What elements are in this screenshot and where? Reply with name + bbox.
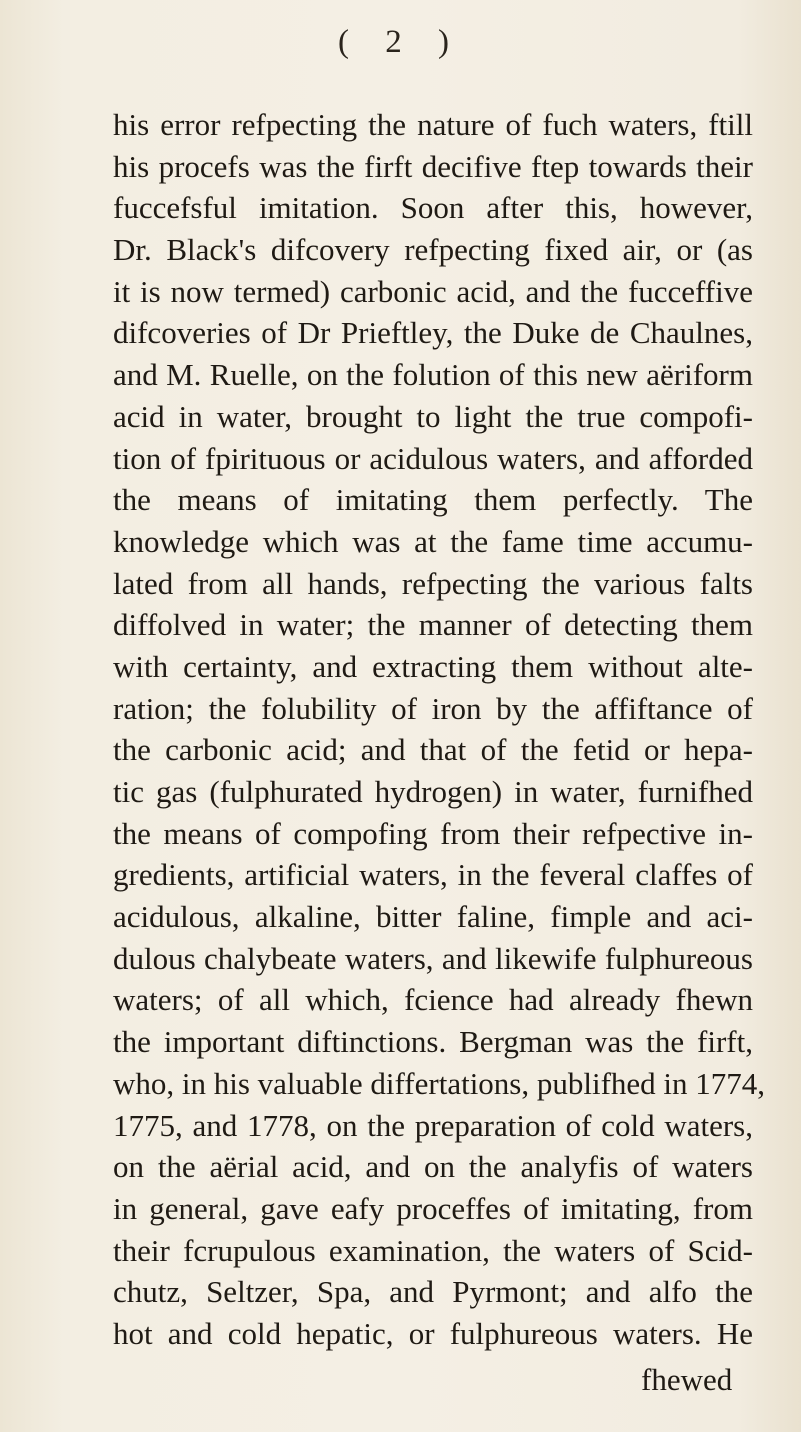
text-line: on the aërial acid, and on the analyfis of waters [113, 1149, 753, 1185]
text-line: the means of compofing from their refpective in- [113, 815, 753, 851]
text-line: tic gas (fulphurated hydrogen) in water, furnifhed [113, 774, 753, 809]
text-line: it is now termed) carbonic acid, and the fucceffive [113, 273, 753, 309]
text-line: knowledge which was at the fame time accumu- [113, 523, 753, 559]
text-line: with certainty, and extracting them without alte- [113, 648, 753, 684]
text-line: difcoveries of Dr Prieftley, the Duke de Chaulnes, [113, 315, 753, 351]
text-line: gredients, artificial waters, in the feveral claffes of [113, 857, 753, 893]
text-line: the important diftinctions. Bergman was the firft, [113, 1024, 753, 1060]
text-line: diffolved in water; the manner of detecting them [113, 607, 753, 643]
text-line: fuccefsful imitation. Soon after this, however, [113, 190, 753, 226]
text-line: dulous chalybeate waters, and likewife fulphureous [113, 940, 753, 976]
text-line: Dr. Black's difcovery refpecting fixed air, or (as [113, 232, 753, 268]
body-text [113, 104, 766, 1355]
text-line: hot and cold hepatic, or fulphureous waters. He [113, 1315, 753, 1351]
text-line: his error refpecting the nature of fuch waters, ftill [113, 107, 753, 142]
text-line: 1775, and 1778, on the preparation of cold waters, [113, 1107, 753, 1143]
catchword: fhewed [641, 1362, 733, 1397]
text-line: acidulous, alkaline, bitter faline, fimple and aci- [113, 899, 753, 935]
text-line: who, in his valuable differtations, publifhed in 1774, [113, 1065, 766, 1101]
text-line: the means of imitating them perfectly. The [113, 482, 753, 518]
text-line: his procefs was the firft decifive ftep towards their [113, 148, 753, 184]
page-number: ( 2 ) [338, 24, 463, 60]
text-line: chutz, Seltzer, Spa, and Pyrmont; and alfo the [113, 1274, 753, 1310]
text-line: and M. Ruelle, on the folution of this new aëriform [113, 357, 753, 393]
text-line: in general, gave eafy proceffes of imitating, from [113, 1190, 753, 1226]
text-line: ration; the folubility of iron by the affiftance of [113, 690, 753, 726]
text-line: lated from all hands, refpecting the various falts [113, 565, 753, 601]
text-line: tion of fpirituous or acidulous waters, and afforded [113, 440, 753, 476]
text-line: waters; of all which, fcience had already fhewn [113, 982, 753, 1018]
text-line: their fcrupulous examination, the waters of Scid- [113, 1232, 753, 1268]
text-line: acid in water, brought to light the true compofi- [113, 398, 753, 434]
text-line: the carbonic acid; and that of the fetid or hepa- [113, 732, 753, 768]
